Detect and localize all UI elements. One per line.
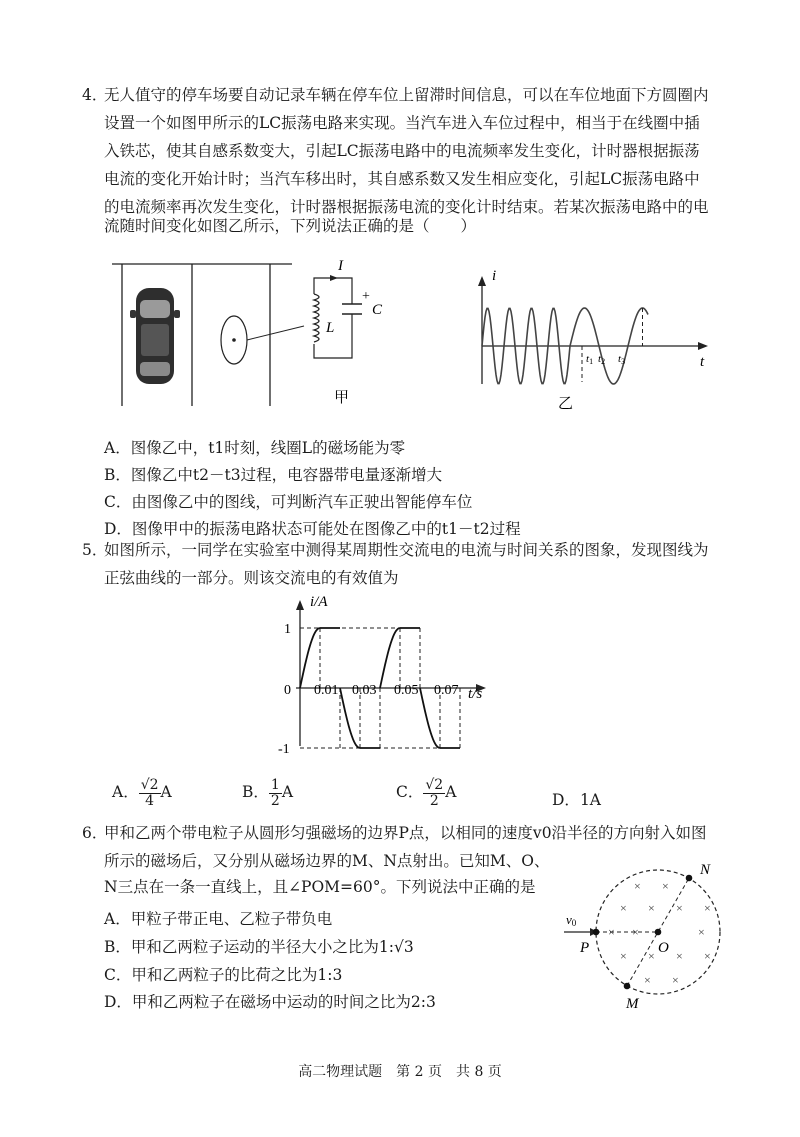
point-N [686, 875, 693, 882]
q4-figure-jia [108, 248, 408, 418]
field-cross-mark: × [648, 901, 655, 915]
inductor-coil [314, 294, 319, 342]
label-plus: + [362, 289, 370, 304]
q5-option-c-fraction: $\frac{√2}{2}$ [425, 777, 444, 809]
q5-option-a-label: A． [112, 783, 139, 802]
label-M: M [626, 996, 639, 1012]
field-cross-mark: × [676, 901, 683, 915]
q6-line-3: N三点在一条一直线上，且∠POM=60°。下列说法中正确的是 [104, 878, 536, 896]
q6-number: 6． [82, 824, 108, 842]
q5-y-tick-label: -1 [278, 742, 290, 755]
q5-option-d-text: 1A [579, 791, 601, 809]
field-cross-mark: × [704, 949, 711, 963]
yi-label-i: i [492, 268, 497, 284]
q5-option-d-label: D． [552, 791, 580, 809]
q4-number: 4． [82, 86, 108, 104]
q6-option-d: D．甲和乙两粒子在磁场中运动的时间之比为2:3 [104, 993, 436, 1011]
field-cross-mark: × [634, 879, 641, 893]
page-footer: 高二物理试题 第 2 页 共 8 页 [298, 1064, 502, 1080]
q5-option-c-label: C． [396, 783, 424, 802]
q5-y-tick-label: 1 [284, 622, 291, 637]
q5-option-b-label: B． [242, 783, 269, 802]
caption-jia: 甲 [334, 390, 350, 406]
q4-line-2: 设置一个如图甲所示的LC振荡电路来实现。当汽车进入车位过程中，相当于在线圈中插 [104, 114, 700, 132]
label-v0: v0 [566, 912, 577, 928]
q5-option-b-unit: A [281, 783, 294, 802]
q4-line-3: 入铁芯，使其自感系数变大，引起LC振荡电路中的电流频率发生变化，计时器根据振荡 [104, 142, 700, 160]
q5-line-1: 如图所示，一同学在实验室中测得某周期性交流电的电流与时间关系的图象，发现图线为 [104, 541, 709, 559]
label-P: P [580, 940, 590, 956]
q6-line-1: 甲和乙两个带电粒子从圆形匀强磁场的边界P点，以相同的速度v0沿半径的方向射入如图 [104, 824, 707, 842]
point-O [655, 929, 662, 936]
q6-line-2: 所示的磁场后，又分别从磁场边界的M、N点射出。已知M、O、 [104, 852, 550, 870]
q5-curve-segment [300, 628, 320, 688]
car-icon [130, 288, 180, 384]
q5-number: 5． [82, 541, 108, 559]
q5-x-tick-label: 0.05 [394, 683, 419, 698]
yi-label-t3: t3 [618, 353, 626, 366]
field-cross-mark: × [620, 949, 627, 963]
label-O: O [658, 940, 669, 956]
yi-x-arrow-icon [698, 342, 708, 350]
point-M [624, 983, 631, 990]
coil-loop-dot [232, 338, 236, 342]
field-cross-mark: × [644, 973, 651, 987]
q5-current-time-chart [270, 590, 510, 755]
q5-y-arrow-icon [296, 600, 304, 610]
q5-curve-segment [380, 628, 400, 688]
q5-option-b [242, 778, 293, 808]
q4-option-a: A．图像乙中，t1时刻，线圈L的磁场能为零 [104, 439, 406, 457]
q5-option-b-fraction: $\frac{1}{2}$ [270, 777, 280, 809]
q5-option-a-unit: A [160, 783, 172, 802]
field-cross-mark: × [698, 925, 705, 939]
point-P [593, 929, 600, 936]
q6-option-a: A．甲粒子带正电、乙粒子带负电 [104, 910, 333, 928]
q4-option-d: D．图像甲中的振荡电路状态可能处在图像乙中的t1－t2过程 [104, 520, 521, 538]
field-cross-mark: × [662, 879, 669, 893]
label-C: C [372, 302, 383, 318]
q6-magnetic-field-figure [552, 856, 752, 1016]
yi-label-t: t [700, 354, 705, 370]
leader-line [247, 326, 304, 340]
yi-y-arrow-icon [478, 276, 486, 286]
q5-option-c-unit: A [445, 783, 457, 802]
field-cross-mark: × [676, 949, 683, 963]
q5-x-axis-label: t/s [468, 686, 483, 702]
q5-x-tick-label: 0.07 [434, 683, 459, 698]
q4-line-6: 流随时间变化如图乙所示，下列说法正确的是（ ） [104, 217, 477, 235]
q5-line-2: 正弦曲线的一部分。则该交流电的有效值为 [104, 569, 399, 587]
q4-figure-yi [476, 262, 726, 422]
q5-option-c [396, 778, 456, 808]
q4-line-1: 无人值守的停车场要自动记录车辆在停车位上留滞时间信息，可以在车位地面下方圆圈内 [104, 86, 709, 104]
field-cross-mark: × [632, 925, 639, 939]
yi-label-t2: t2 [598, 353, 606, 366]
field-cross-mark: × [704, 901, 711, 915]
q4-line-4: 电流的变化开始计时；当汽车移出时，其自感系数又发生相应变化，引起LC振荡电路中 [104, 170, 700, 188]
field-cross-mark: × [620, 901, 627, 915]
field-cross-mark: × [608, 925, 615, 939]
q5-option-a [112, 778, 172, 808]
lc-circuit-wire [314, 278, 352, 304]
field-cross-mark: × [672, 973, 679, 987]
q5-option-a-fraction: $\frac{√2}{4}$ [140, 777, 159, 809]
q4-option-c: C．由图像乙中的图线，可判断汽车正驶出智能停车位 [104, 493, 473, 511]
q4-option-b: B．图像乙中t2－t3过程，电容器带电量逐渐增大 [104, 466, 443, 484]
q4-line-5: 的电流频率再次发生变化，计时器根据振荡电流的变化计时结束。若某次振荡电路中的电 [104, 198, 709, 216]
q5-x-tick-label: 0.01 [314, 683, 339, 698]
q5-x-tick-label: 0 [284, 683, 291, 698]
q5-x-tick-label: 0.03 [352, 683, 377, 698]
label-L: L [326, 320, 335, 336]
yi-label-t1: t1 [586, 353, 594, 366]
current-arrow-icon [330, 275, 338, 281]
q5-y-axis-label: i/A [310, 594, 328, 610]
label-N: N [700, 862, 711, 878]
field-cross-mark: × [648, 949, 655, 963]
label-I: I [338, 258, 343, 274]
q6-option-c: C．甲和乙两粒子的比荷之比为1:3 [104, 966, 343, 984]
caption-yi: 乙 [558, 396, 574, 412]
q6-option-b: B．甲和乙两粒子运动的半径大小之比为1:√3 [104, 938, 414, 956]
q5-option-d [552, 788, 601, 810]
